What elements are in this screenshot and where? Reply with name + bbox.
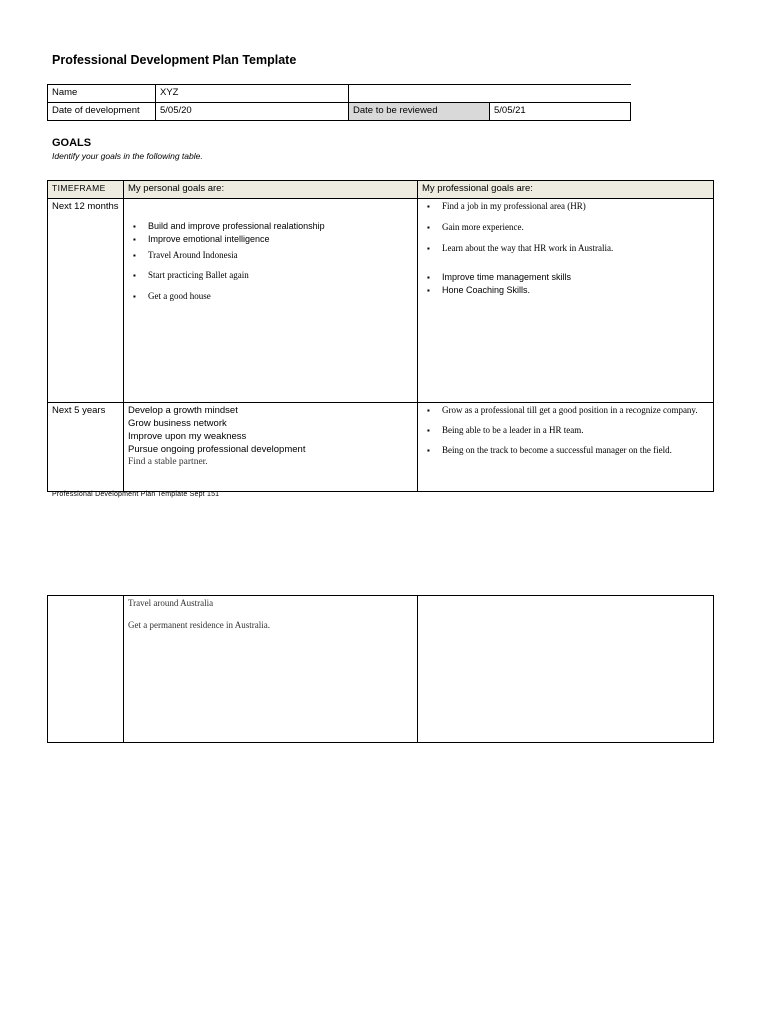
info-row-dates <box>48 103 631 121</box>
continuation-row <box>48 596 714 743</box>
info-row-name <box>48 85 631 103</box>
goals-subtitle: Identify your goals in the following table. <box>52 151 203 161</box>
list-item: ▪ Start practicing Ballet again <box>128 269 413 282</box>
list-item: ▪ Get a good house <box>128 290 413 303</box>
goals-table <box>47 180 714 492</box>
continuation-table <box>47 595 714 743</box>
name-value: XYZ <box>156 85 349 103</box>
list-item: ▪ Being able to be a leader in a HR team. <box>422 424 709 437</box>
review-label: Date to be reviewed <box>349 103 490 121</box>
list-item: ▪ Learn about the way that HR work in Australia. <box>422 242 709 255</box>
row-12-months <box>48 199 714 403</box>
professional-goals-continued <box>418 596 714 743</box>
header-timeframe: TIMEFRAME <box>48 181 124 199</box>
list-item: ▪ Being on the track to become a successful manager on the field. <box>422 444 709 457</box>
goal-line: Grow business network <box>128 418 227 429</box>
empty-cell <box>490 85 631 103</box>
name-label: Name <box>48 85 156 103</box>
review-value: 5/05/21 <box>490 103 631 121</box>
goal-line: Pursue ongoing professional development <box>128 444 306 455</box>
timeframe-5-years: Next 5 years <box>48 403 124 492</box>
info-table <box>47 84 631 121</box>
goal-line: Get a permanent residence in Australia. <box>128 620 270 630</box>
list-item: ▪ Build and improve professional realationship <box>128 220 413 233</box>
empty-cell <box>349 85 490 103</box>
header-professional: My professional goals are: <box>418 181 714 199</box>
personal-goals-continued <box>124 596 418 743</box>
goals-heading: GOALS <box>52 137 92 149</box>
header-row <box>48 181 714 199</box>
personal-goals-5-years <box>124 403 418 492</box>
list-item: ▪ Hone Coaching Skills. <box>422 284 709 297</box>
dev-label: Date of development <box>48 103 156 121</box>
goal-line: Find a stable partner. <box>128 457 208 467</box>
goal-line: Travel around Australia <box>128 598 214 608</box>
row-5-years <box>48 403 714 492</box>
page-title: Professional Development Plan Template <box>52 53 297 67</box>
list-item: ▪ Improve time management skills <box>422 271 709 284</box>
goal-line: Develop a growth mindset <box>128 405 238 416</box>
list-item: ▪ Gain more experience. <box>422 221 709 234</box>
list-item: ▪ Grow as a professional till get a good position in a recognize company. <box>422 404 709 417</box>
list-item: ▪ Travel Around Indonesia <box>128 249 413 262</box>
list-item: ▪ Improve emotional intelligence <box>128 233 413 246</box>
goal-line: Improve upon my weakness <box>128 431 247 442</box>
professional-goals-12-months <box>418 199 714 403</box>
list-item: ▪ Find a job in my professional area (HR) <box>422 200 709 213</box>
header-personal: My personal goals are: <box>124 181 418 199</box>
timeframe-empty <box>48 596 124 743</box>
personal-goals-12-months <box>124 199 418 403</box>
page-footer: Professional Development Plan Template Sept 151 <box>52 491 220 498</box>
dev-value: 5/05/20 <box>156 103 349 121</box>
professional-goals-5-years <box>418 403 714 492</box>
timeframe-12-months: Next 12 months <box>48 199 124 403</box>
